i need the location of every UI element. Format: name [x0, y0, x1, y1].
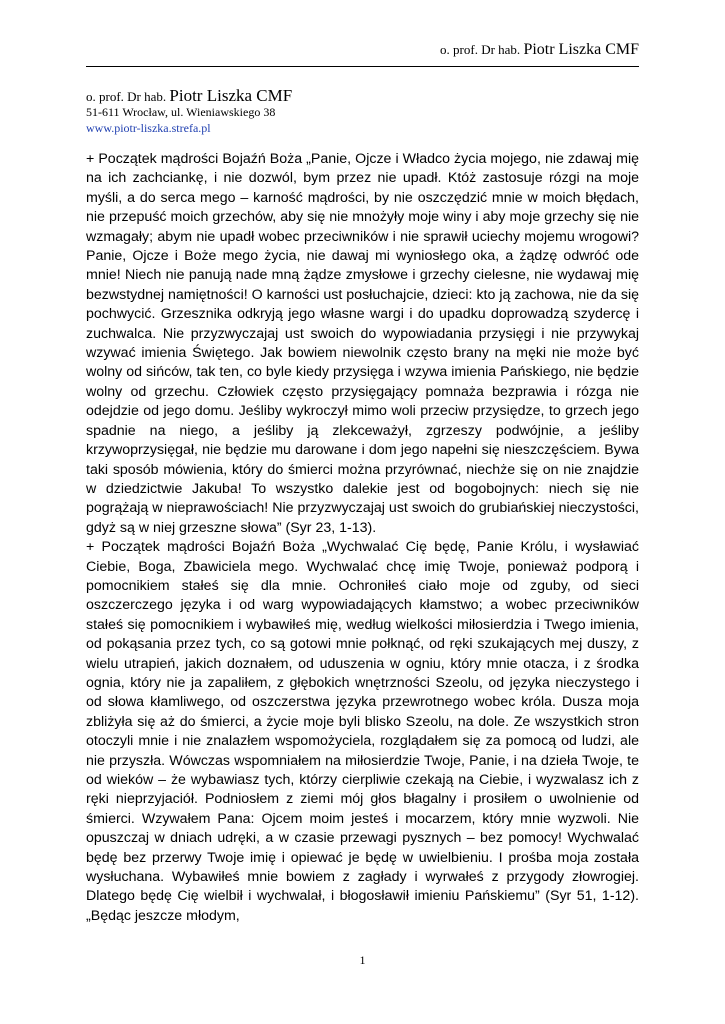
body-text	[86, 150, 639, 926]
paragraph-1: + Początek mądrości Bojaźń Boża „Panie, Ojcze i Władco życia mojego, nie zdawaj mię na ich zachciankę, i nie dozwól, bym przez nie upadł. Któż zastosuje rózgi na moje myśli, a do serca mego – karność mądrości, by nie oszczędzić mnie w moich błędach, nie przepuść moich grzechów, aby się nie mnożyły moje winy i aby moje grzechy się nie wzmagały; abym nie upadł wobec przeciwników i nie sprawił uciechy mojemu wrogowi? Panie, Ojcze i Boże mego życia, nie dawaj mi wyniosłego oka, a żądzę odwróć ode mnie! Niech nie panują nade mną żądze zmysłowe i grzechy cielesne, nie wydawaj mię bezwstydnej namiętności! O karności ust posłuchajcie, dzieci: kto ją zachowa, nie da się pochwycić. Grzesznika odkryją jego własne wargi i do upadku doprowadzą szydercę i zuchwalca. Nie przyzwyczajaj ust swoich do wypowiadania przysięgi i nie przywykaj wzywać imienia Świętego. Jak bowiem niewolnik często brany na męki nie może być wolny od sińców, tak ten, co byle kiedy przysięga i wzywa imienia Pańskiego, nie będzie wolny od grzechu. Człowiek często przysięgający pomnaża bezprawia i rózga nie odejdzie od jego domu. Jeśliby wykroczył mimo woli przeciw przysiędze, to grzech jego spadnie na niego, a jeśliby ją zlekceważył, zgrzeszy podwójnie, a jeśliby krzywoprzysięgał, nie będzie mu darowane i dom jego napełni się nieszczęściem. Bywa taki sposób mówienia, który do śmierci można przyrównać, niechże się on nie znajdzie w dziedzictwie Jakuba! To wszystko dalekie jest od bogobojnych: niech się nie pogrążają w nieprawościach! Nie przyzwyczajaj ust swoich do grubiańskiej nieczystości, gdyż są w niej grzeszne słowa” (Syr 23, 1-13).	[86, 151, 639, 536]
author-address: 51-611 Wrocław, ul. Wieniawskiego 38	[86, 104, 276, 119]
paragraph-2: + Początek mądrości Bojaźń Boża „Wychwalać Cię będę, Panie Królu, i wysławiać Ciebie, Boga, Zbawiciela mego. Wychwalać chcę imię Twoje, ponieważ podporą i pomocnikiem stałeś się dla mnie. Ochroniłeś ciało moje od zguby, od sieci oszczerczego języka i od warg wypowiadających kłamstwo; a wobec przeciwników stałeś się pomocnikiem i wybawiłeś mię, według wielkości miłosierdzia i Twego imienia, od pokąsania przez tych, co są gotowi mnie połknąć, od ręki szukających mej duszy, z wielu utrapień, jakich doznałem, od uduszenia w ogniu, który mnie otacza, i z środka ognia, który nie ja zapaliłem, z głębokich wnętrzności Szeolu, od języka nieczystego i od słowa kłamliwego, od oszczerstwa języka przewrotnego wobec króla. Dusza moja zbliżyła się aż do śmierci, a życie moje byli blisko Szeolu, na dole. Ze wszystkich stron otoczyli mnie i nie znalazłem wspomożyciela, rozglądałem się za pomocą od ludzi, ale nie przyszła. Wówczas wspomniałem na miłosierdzie Twoje, Panie, i na dzieła Twoje, te od wieków – że wybawiasz tych, którzy cierpliwie czekają na Ciebie, i wyzwalasz ich z ręki nieprzyjaciół. Podniosłem z ziemi mój głos błagalny i prosiłem o uwolnienie od śmierci. Wzywałem Pana: Ojcem moim jesteś i mocarzem, który mnie wyzwoli. Nie opuszczaj w dniach udręki, a w czasie przewagi pysznych – bez pomocy! Wychwalać będę bez przerwy Twoje imię i opiewać je będę w uwielbieniu. I prośba moja została wysłuchana. Wybawiłeś mnie bowiem z zagłady i wyrwałeś z przygody złowrogiej. Dlatego będę Cię wielbił i wychwalał, i błogosławił imieniu Pańskiemu” (Syr 51, 1-12). „Będąc jeszcze młodym,	[86, 539, 639, 924]
author-line	[86, 86, 292, 106]
author-prefix: o. prof. Dr hab.	[86, 89, 167, 104]
running-header-name: Piotr Liszka CMF	[523, 41, 639, 58]
author-block	[86, 86, 292, 138]
running-header-prefix: o. prof. Dr hab.	[440, 42, 521, 57]
running-header	[440, 41, 639, 59]
page-number: 1	[359, 953, 366, 967]
header-rule	[86, 66, 639, 67]
author-name: Piotr Liszka CMF	[169, 86, 293, 105]
author-website-link[interactable]: www.piotr-liszka.strefa.pl	[86, 121, 211, 136]
